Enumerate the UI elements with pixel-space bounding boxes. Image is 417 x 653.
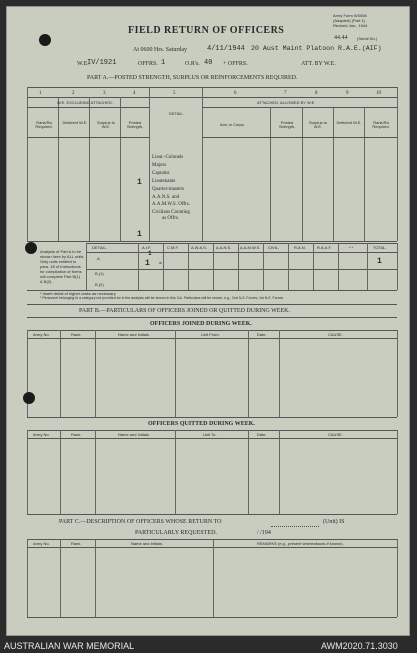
- offrs-typed: 1: [161, 59, 166, 67]
- joined-heading: OFFICERS JOINED DURING WEEK.: [150, 321, 252, 327]
- summary-row-b1: B.(1): [95, 271, 104, 276]
- summary-header-other: * *: [349, 245, 354, 250]
- joined-col-army-no: Army No.: [33, 332, 50, 337]
- col-number-3: 3: [103, 91, 106, 96]
- detail-aamws: A.A.M.W.S. Offrs.: [152, 202, 190, 207]
- unit-typed: 20 Aust Maint Platoon R.A.E.(AIF): [251, 45, 382, 52]
- col-number-10: 10: [376, 91, 381, 96]
- summary-note-2: shown here by ALL units.: [40, 254, 85, 259]
- col-number-5: 5: [173, 91, 176, 96]
- col-number-9: 9: [346, 91, 349, 96]
- archive-footer: [0, 640, 417, 653]
- col-number-8: 8: [315, 91, 318, 96]
- summary-row-b2: B.(2): [95, 282, 104, 287]
- offrs-label: OFFRS.: [138, 61, 158, 67]
- right-col-header-posted: Posted Strength.: [278, 120, 296, 129]
- detail-civilians: Civilians Counting: [152, 210, 190, 215]
- detail-quartermasters: Quarter-masters: [152, 187, 185, 192]
- footnote-1: * Insert detail of higher ranks as necessary.: [40, 291, 117, 296]
- col-number-7: 7: [284, 91, 287, 96]
- part-c-col-remarks: REMARKS (e.g., present whereabouts if known).: [257, 541, 344, 546]
- detail-majors: Majors: [152, 163, 167, 168]
- summary-header-aans: A.A.N.S.: [216, 245, 232, 250]
- summary-header-ran: R.A.N.: [294, 245, 306, 250]
- col-number-6: 6: [234, 91, 237, 96]
- footnote-2: * Personnel belonging to a category not provided for in the analysis will be shown in this Col. Particulars will be shown, e.g., 2nd N.Z. Forces; 1st N.E. Forces: [40, 296, 284, 300]
- col-number-1: 1: [39, 91, 42, 96]
- summary-header-aif: A.I.F.: [142, 245, 152, 250]
- serial-value: 44.44: [334, 35, 348, 41]
- summary-note-6: will complete Part B(1): [40, 274, 81, 279]
- left-col-header-4: Posted Strength.: [126, 120, 144, 129]
- punch-hole-top: [39, 34, 51, 46]
- detail-captains: Captains: [152, 171, 170, 176]
- summary-note-3: Only units entitled to: [40, 259, 77, 264]
- part-b-heading: PART B.—PARTICULARS OF OFFICERS JOINED OR QUITTED DURING WEEK.: [79, 308, 290, 314]
- we-excluding-attached: W.E. EXCLUDING ATTACHED.: [57, 100, 113, 105]
- footer-institution: AUSTRALIAN WAR MEMORIAL: [4, 641, 135, 651]
- right-col-header-deficient: Deficient W.E.: [336, 120, 362, 125]
- right-col-header-rank: Rank/Ra Required.: [372, 120, 390, 129]
- part-a-heading: PART A.—POSTED STRENGTH, SURPLUS OR REINFORCEMENTS REQUIRED.: [87, 75, 298, 81]
- detail-label: DETAIL.: [169, 111, 184, 116]
- part-c-col-name: Name and Initials.: [131, 541, 164, 546]
- quitted-col-name: Name and Initials.: [118, 432, 151, 437]
- summary-row-a: A.: [97, 256, 101, 261]
- detail-lieutenants: Lieutenants: [152, 179, 176, 184]
- posted-strength-total-typed: 1: [137, 230, 142, 239]
- joined-col-date: Date.: [257, 332, 267, 337]
- part-c-col-army-no: Army No.: [33, 541, 50, 546]
- summary-detail-label: DETAIL.: [92, 245, 107, 250]
- plus-offrs-label: + OFFRS.: [223, 61, 248, 67]
- punch-hole-bottom: [23, 392, 35, 404]
- summary-header-total: TOTAL.: [373, 245, 387, 250]
- at-hrs-label: At 0600 Hrs. Saturday: [133, 47, 187, 53]
- detail-lt-colonels: Lieut.-Colonels: [152, 155, 184, 160]
- quitted-col-date: Date.: [257, 432, 267, 437]
- part-c-unit-is: (Unit) IS: [323, 519, 345, 525]
- joined-col-name: Name and Initials.: [118, 332, 151, 337]
- summary-note-5: for compilation of forms: [40, 269, 82, 274]
- part-c-heading: PART C.—DESCRIPTION OF OFFICERS WHOSE RETURN TO: [59, 519, 222, 525]
- summary-note-4: para. 18 of Instructions: [40, 264, 81, 269]
- right-col-header-surplus: Surplus to W.E.: [308, 120, 327, 129]
- quitted-col-army-no: Army No.: [33, 432, 50, 437]
- part-c-date-blank: / /194: [257, 530, 271, 536]
- form-id-line-3: Revised Jan., 1944: [333, 23, 368, 28]
- left-col-header-1: Rank/Ra Required.: [35, 120, 53, 129]
- summary-aif-upper-typed: 1: [148, 250, 152, 257]
- ors-label: O.R's.: [185, 61, 200, 67]
- attached-allowed-by-we: ATTACHED; ALLOWED BY W.E.: [257, 100, 316, 105]
- summary-header-raaf: R.A.A.F.: [317, 245, 332, 250]
- summary-aif-value: 1: [145, 259, 150, 268]
- part-c-particularly: PARTICULARLY REQUESTED.: [135, 530, 217, 536]
- detail-aans: A.A.N.S. and: [152, 195, 180, 200]
- att-by-we-label: ATT. BY W.E.: [301, 61, 336, 67]
- left-col-header-2: Deficient W.E.: [62, 120, 88, 125]
- serial-label: (Serial No.): [357, 36, 378, 41]
- ors-typed: 40: [204, 59, 213, 67]
- right-col-header-arm: Arm or Corps.: [220, 122, 245, 127]
- detail-as-offrs: as Offrs.: [162, 216, 180, 221]
- we-typed: IV/1921: [87, 59, 117, 67]
- posted-strength-typed: 1: [137, 178, 142, 187]
- quitted-heading: OFFICERS QUITTED DURING WEEK.: [148, 421, 255, 427]
- date-typed: 4/11/1944: [207, 45, 245, 53]
- part-c-col-rank: Rank.: [71, 541, 82, 546]
- we-label: W.E.: [77, 61, 89, 67]
- summary-header-cmf: C.M.F.: [167, 245, 179, 250]
- summary-header-aamws: A.A.M.W.S.: [240, 245, 261, 250]
- form-id-line-1: Army Form W3008: [333, 13, 367, 18]
- form-title: FIELD RETURN OF OFFICERS: [128, 25, 285, 36]
- left-col-header-3: Surplus to W.E.: [96, 120, 115, 129]
- summary-note-7: & B(2).: [40, 279, 53, 284]
- summary-total-value: 1: [377, 257, 382, 266]
- quitted-col-rank: Rank.: [71, 432, 82, 437]
- joined-col-rank: Rank.: [71, 332, 82, 337]
- form-page: [6, 6, 410, 636]
- quitted-col-cause: CAUSE.: [328, 432, 343, 437]
- summary-cmf-value: -: [158, 259, 163, 268]
- joined-col-cause: CAUSE.: [328, 332, 343, 337]
- quitted-col-unit-to: Unit To.: [203, 432, 217, 437]
- col-number-4: 4: [133, 91, 136, 96]
- summary-header-awas: A.W.A.S.: [191, 245, 208, 250]
- joined-col-unit-from: Unit From.: [201, 332, 220, 337]
- form-id-line-2: (Adapted) (Part 1): [333, 18, 366, 23]
- summary-note-1: Analysis of Part A to be: [40, 249, 82, 254]
- summary-header-civil: CIVIL.: [268, 245, 280, 250]
- col-number-2: 2: [72, 91, 75, 96]
- punch-hole-middle: [25, 242, 37, 254]
- footer-accession-number: AWM2020.71.3030: [321, 641, 398, 651]
